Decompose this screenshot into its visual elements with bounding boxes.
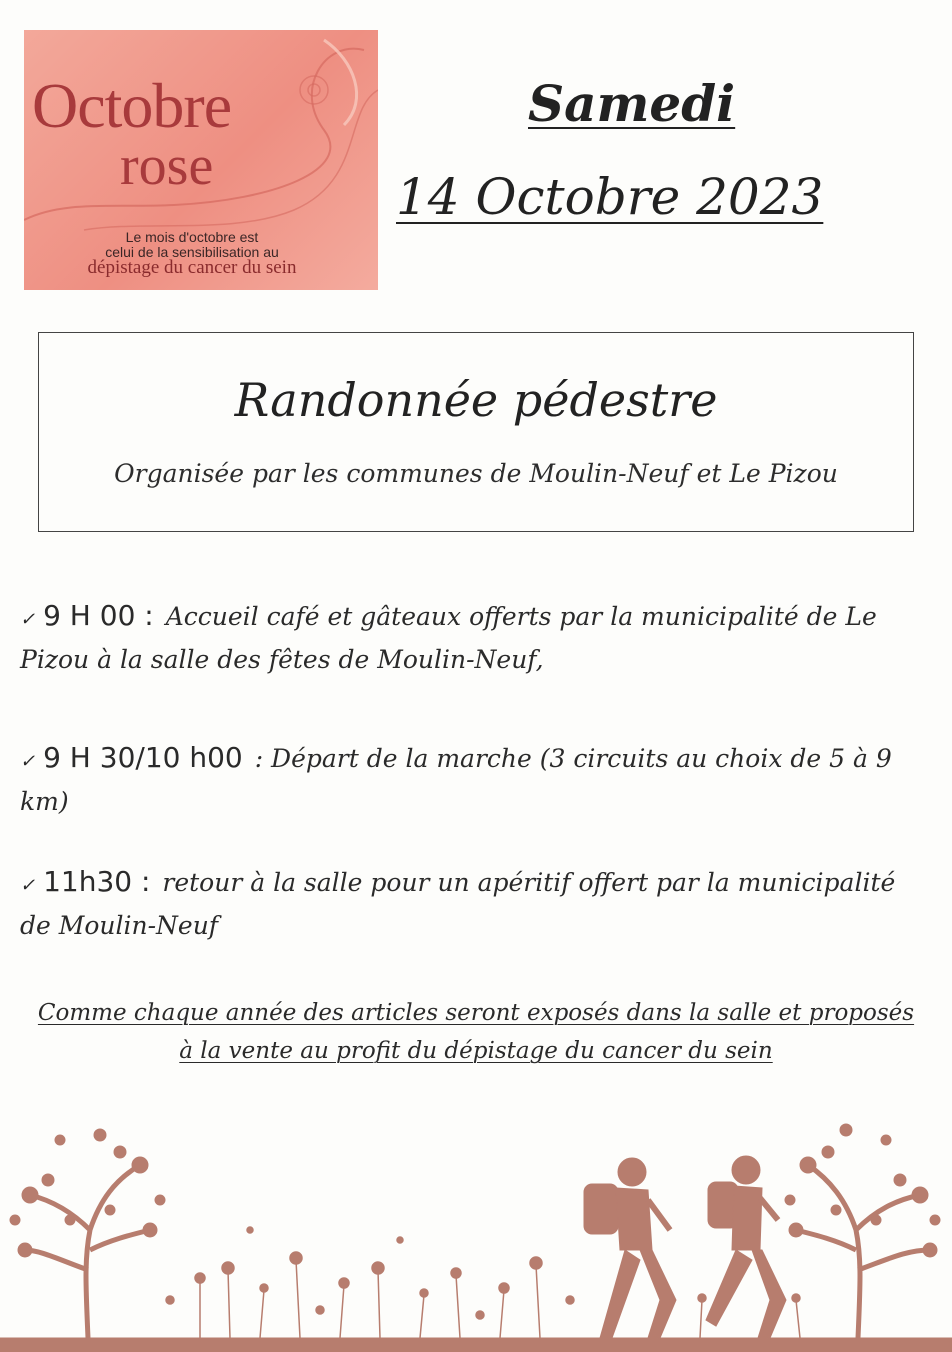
logo-tagline-1: Le mois d'octobre est (125, 229, 259, 245)
hikers-illustration (0, 1100, 952, 1352)
hiker-icon (584, 1158, 676, 1338)
event-title: Randonnée pédestre (234, 373, 718, 427)
logo-tagline-2: celui de la sensibilisation au (105, 244, 279, 260)
check-icon: ✓ (20, 751, 36, 772)
schedule-time: 9 H 30/10 h00 (43, 741, 243, 774)
schedule-text: retour à la salle pour un apéritif offert par la municipalité de Moulin-Neuf (20, 868, 896, 940)
right-tree-icon (785, 1124, 940, 1338)
footer-note: Comme chaque année des articles seront exposés dans la salle et proposés à la vente au profit du dépistage du cancer du sein (37, 1000, 915, 1064)
schedule-time: 11h30 : (43, 865, 151, 898)
schedule-item (20, 862, 932, 946)
schedule-item (20, 738, 932, 822)
logo-title: Octobre (32, 70, 232, 141)
schedule-text: : Départ de la marche (3 circuits au choix de 5 à 9 km) (20, 744, 892, 816)
check-icon: ✓ (20, 609, 36, 630)
logo-tagline-3: dépistage du cancer du sein (87, 257, 297, 278)
event-organizer: Organisée par les communes de Moulin-Neuf et Le Pizou (114, 459, 838, 488)
logo-subtitle: rose (120, 135, 214, 197)
event-box (38, 332, 914, 532)
schedule-text: Accueil café et gâteaux offerts par la municipalité de Le Pizou à la salle des fêtes de Moulin-Neuf, (20, 602, 877, 674)
wildflowers (166, 1227, 800, 1338)
date-full: 14 Octobre 2023 (396, 168, 824, 226)
hiker-icon (706, 1156, 786, 1338)
logo-tagline (42, 229, 342, 278)
left-tree-icon (10, 1129, 165, 1338)
octobre-rose-logo (24, 30, 378, 290)
ground (0, 1338, 952, 1352)
schedule-item (20, 596, 932, 680)
schedule-time: 9 H 00 : (43, 599, 154, 632)
date-day: Samedi (528, 74, 736, 133)
check-icon: ✓ (20, 875, 36, 896)
